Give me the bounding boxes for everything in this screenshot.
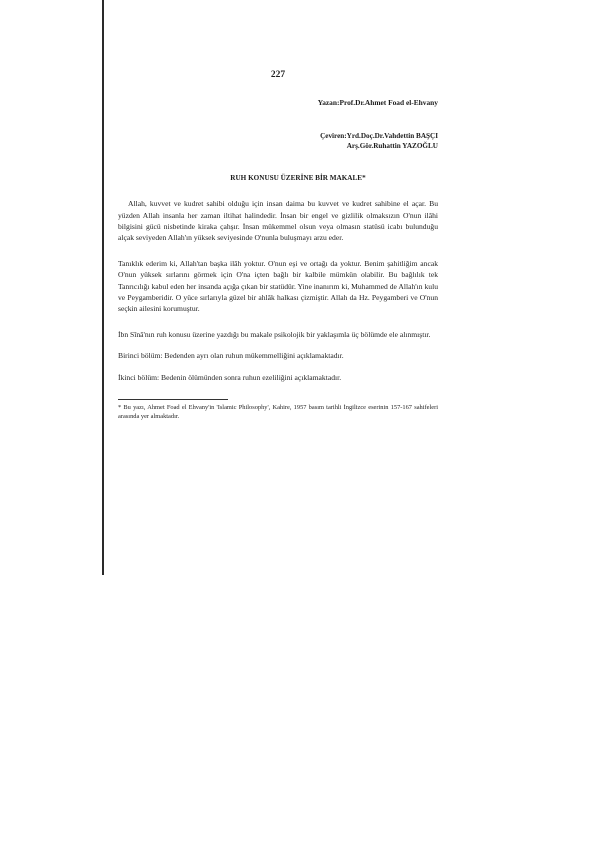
page-number: 227 (270, 70, 286, 80)
translator-line: Çeviren:Yrd.Doç.Dr.Vahdettin BAŞÇI (320, 131, 438, 140)
body-paragraph: Allah, kuvvet ve kudret sahibi olduğu için insan daima bu kuvvet ve kudret sahibine el açar. Bu yüzden Allah insanla her zaman iltihat halindedir. İnsan bir engel ve gizlilik olmaksızın O'nun ilâhi bilgisini gücü nisbetinde kiraka çahşır. İnsan mükemmel olsun veya olmasın statüsü icabı bulunduğu alçak seviyeden Allah'ın yüksek seviyesinde O'nunla buluşmayı arzu eder. (118, 199, 438, 243)
document-page (118, 70, 438, 421)
article-title: RUH KONUSU ÜZERİNE BİR MAKALE* (230, 173, 366, 182)
body-paragraph: İkinci bölüm: Bedenin ölümünden sonra ruhun ezeliliğini açıklamaktadır. (118, 372, 342, 382)
body-paragraph: Birinci bölüm: Bedenden ayrı olan ruhun mükemmelliğini açıklamaktadır. (118, 351, 344, 361)
scan-page-edge (102, 0, 104, 575)
body-paragraph: Tanıklık ederim ki, Allah'tan başka ilâh yoktur. O'nun eşi ve ortağı da yoktur. Benim şahitliğim ancak O'nun yüksek sırlarını görmek için O'na içten bağlı bir kalbile mümkün olabilir. Bu bağlılık tek Tanrıcılığı kabul eden her insanda açığa çıkan bir statüdür. Yine inanırım ki, Muhammed de Allah'ın kulu ve Peygamberidir. O yüce sırlarıyla güzel bir ahlâk halkası çizmiştir. Allah da Hz. Peygamberi ve O'nun seçkin ailesini korumuştur. (118, 258, 438, 314)
body-paragraph: İbn Sînâ'nın ruh konusu üzerine yazdığı bu makale psikolojik bir yaklaşımla üç bölümde ele alınmıştır. (118, 329, 431, 339)
translators-block (118, 131, 438, 151)
footnote: * Bu yazı, Ahmet Foad el Ehvany'in 'Islamic Philosophy', Kahire, 1957 basım tarihli İngilizce eserinin 157-167 sahifeleri arasında yer almaktadır. (118, 404, 438, 421)
author-line: Yazan:Prof.Dr.Ahmet Foad el-Ehvany (317, 98, 438, 108)
footnote-divider (118, 399, 228, 400)
translator-line: Arş.Gör.Ruhattin YAZOĞLU (346, 141, 438, 150)
